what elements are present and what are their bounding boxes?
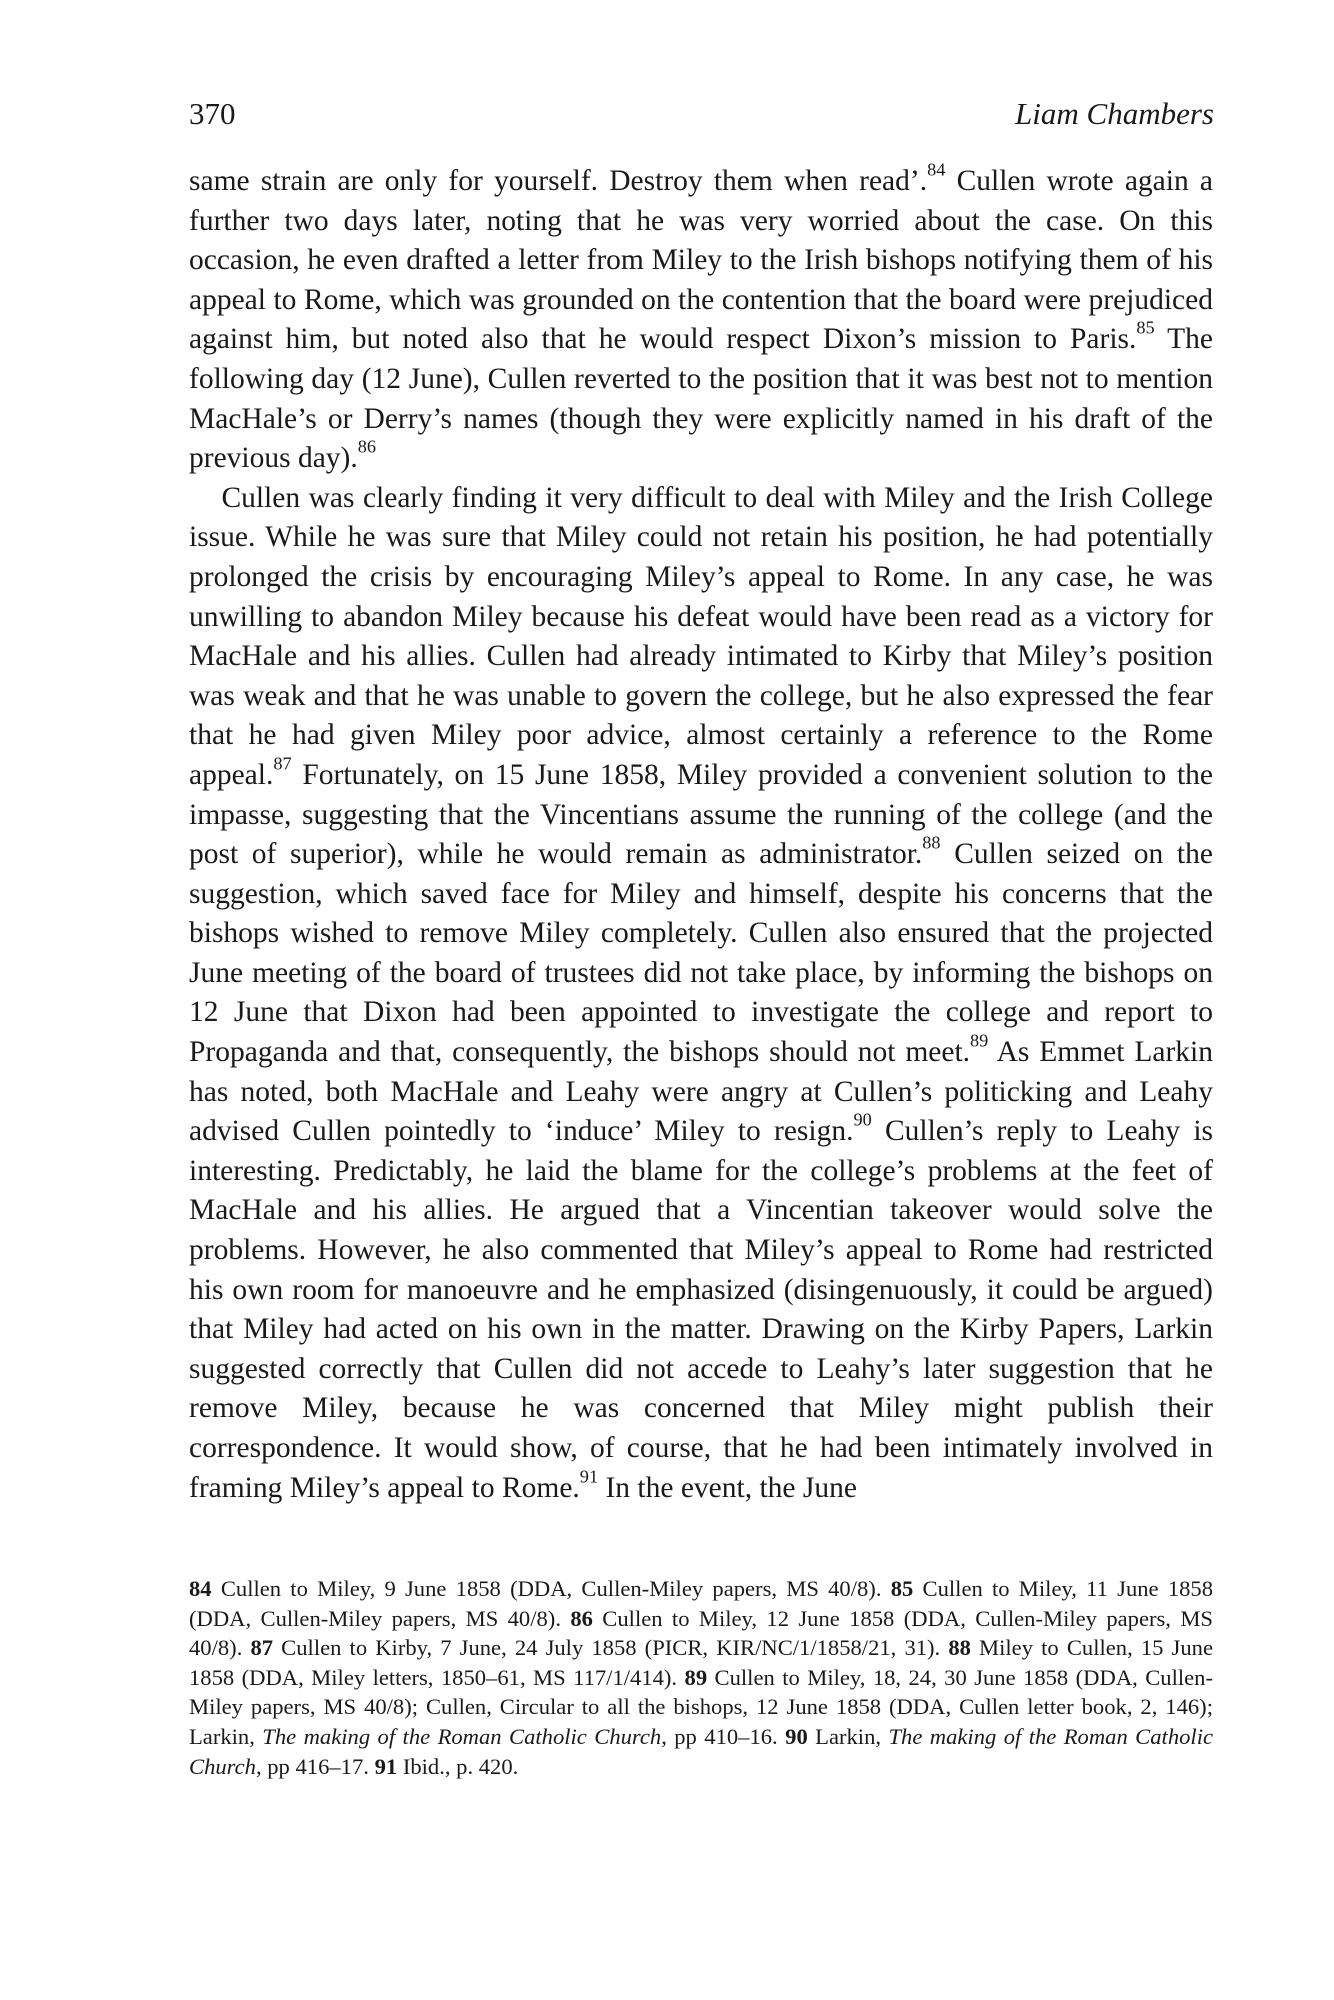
footnote-84	[189, 1576, 891, 1601]
text-run: As Emmet Larkin has noted, both MacHale and Leahy were angry at Cullen’s politicking and Leahy advised Cullen pointedly to ‘induce’ Miley to resign.	[189, 1036, 1213, 1148]
footnote-ref-89[interactable]: 89	[970, 1030, 989, 1051]
footnote-ref-86[interactable]: 86	[357, 436, 377, 457]
paragraph-2	[189, 479, 1213, 1508]
footnote-ref-84[interactable]: 84	[927, 159, 946, 180]
text-run: Cullen seized on the suggestion, which saved face for Miley and himself, despite his concerns that the bishops wished to remove Miley completely. Cullen also ensured that the projected June meeting of the board of trustees did not take place, by informing the bishops on 12 June that Dixon had been appointed to investigate the college and report to Propaganda and that, consequently, the bishops should not meet.	[189, 838, 1213, 1069]
footnote-number: 91	[374, 1753, 398, 1779]
text-run: same strain are only for yourself. Destroy them when read’.	[189, 165, 928, 197]
footnote-ref-91[interactable]: 91	[579, 1466, 599, 1487]
footnotes	[189, 1574, 1213, 1781]
book-title: The making of the Roman Catholic Church	[262, 1723, 662, 1749]
text-run: The following day (12 June), Cullen reverted to the position that it was best not to mention MacHale’s or Derry’s names (though they were explicitly named in his draft of the previous day).	[189, 323, 1213, 475]
footnote-ref-85[interactable]: 85	[1136, 318, 1155, 339]
footnote-text: , pp 410–16.	[661, 1723, 786, 1749]
footnote-ref-90[interactable]: 90	[853, 1109, 872, 1130]
footnote-ref-88[interactable]: 88	[922, 832, 941, 853]
footnote-text: Larkin,	[807, 1723, 889, 1749]
body-text	[189, 159, 1214, 1508]
footnote-number: 89	[684, 1664, 708, 1690]
footnote-text: Cullen to Miley, 18, 24, 30 June 1858 (DDA, Cullen-Miley papers, MS 40/8); Cullen, Circular to all the bishops, 12 June 1858 (DDA, Cullen letter book, 2, 146); Larkin,	[189, 1664, 1213, 1749]
footnote-number: 85	[890, 1576, 914, 1601]
footnote-text: Cullen to Miley, 11 June 1858 (DDA, Cullen-Miley papers, MS 40/8).	[189, 1576, 1214, 1631]
footnote-text: Cullen to Miley, 9 June 1858 (DDA, Cullen-Miley papers, MS 40/8).	[211, 1576, 891, 1601]
footnote-87	[250, 1635, 948, 1660]
page-number: 370	[189, 96, 236, 131]
footnote-text: Miley to Cullen, 15 June 1858 (DDA, Miley letters, 1850–61, MS 117/1/414).	[189, 1635, 1213, 1690]
footnote-number: 88	[948, 1635, 971, 1661]
paragraph-1	[189, 159, 1213, 479]
text-run: Cullen wrote again a further two days later, noting that he was very worried about the case. On this occasion, he even drafted a letter from Miley to the Irish bishops notifying them of his appeal to Rome, which was grounded on the contention that the board were prejudiced against him, but noted also that he would respect Dixon’s mission to Paris.	[189, 165, 1213, 356]
footnote-number: 86	[570, 1605, 593, 1631]
footnote-text: , pp 416–17.	[255, 1753, 375, 1779]
footnote-text: Cullen to Kirby, 7 June, 24 July 1858 (PICR, KIR/NC/1/1858/21, 31).	[273, 1635, 949, 1661]
text-run: Cullen was clearly finding it very difficult to deal with Miley and the Irish College issue. While he was sure that Miley could not retain his position, he had potentially prolonged the crisis by encouraging Miley’s appeal to Rome. In any case, he was unwilling to abandon Miley because his defeat would have been read as a victory for MacHale and his allies. Cullen had already intimated to Kirby that Miley’s position was weak and that he was unable to govern the college, but he also expressed the fear that he had given Miley poor advice, almost certainly a reference to the Rome appeal.	[189, 481, 1213, 791]
footnote-text: Cullen to Miley, 12 June 1858 (DDA, Cullen-Miley papers, MS 40/8).	[189, 1605, 1213, 1661]
footnote-text: Ibid., p. 420.	[397, 1753, 519, 1779]
footnote-number: 90	[785, 1723, 808, 1749]
footnote-number: 84	[189, 1576, 212, 1601]
text-run: In the event, the June	[598, 1471, 857, 1504]
running-header	[189, 96, 1214, 132]
text-run: Fortunately, on 15 June 1858, Miley provided a convenient solution to the impasse, suggesting that the Vincentians assume the running of the college (and the post of superior), while he would remain as administrator.	[189, 758, 1213, 871]
text-run: Cullen’s reply to Leahy is interesting. Predictably, he laid the blame for the college’s problems at the feet of MacHale and his allies. He argued that a Vincentian takeover would solve the problems. However, he also commented that Miley’s appeal to Rome had restricted his own room for manoeuvre and he emphasized (disingenuously, it could be argued) that Miley had acted on his own in the matter. Drawing on the Kirby Papers, Larkin suggested correctly that Cullen did not accede to Leahy’s later suggestion that he remove Miley, because he was concerned that Miley might publish their correspondence. It would show, of course, that he had been intimately involved in framing Miley’s appeal to Rome.	[189, 1115, 1214, 1504]
footnote-number: 87	[250, 1635, 274, 1661]
running-title: Liam Chambers	[1015, 96, 1214, 131]
book-title: The making of the Roman Catholic Church	[189, 1723, 1213, 1779]
footnote-ref-87[interactable]: 87	[273, 753, 292, 774]
footnote-91	[375, 1754, 519, 1779]
